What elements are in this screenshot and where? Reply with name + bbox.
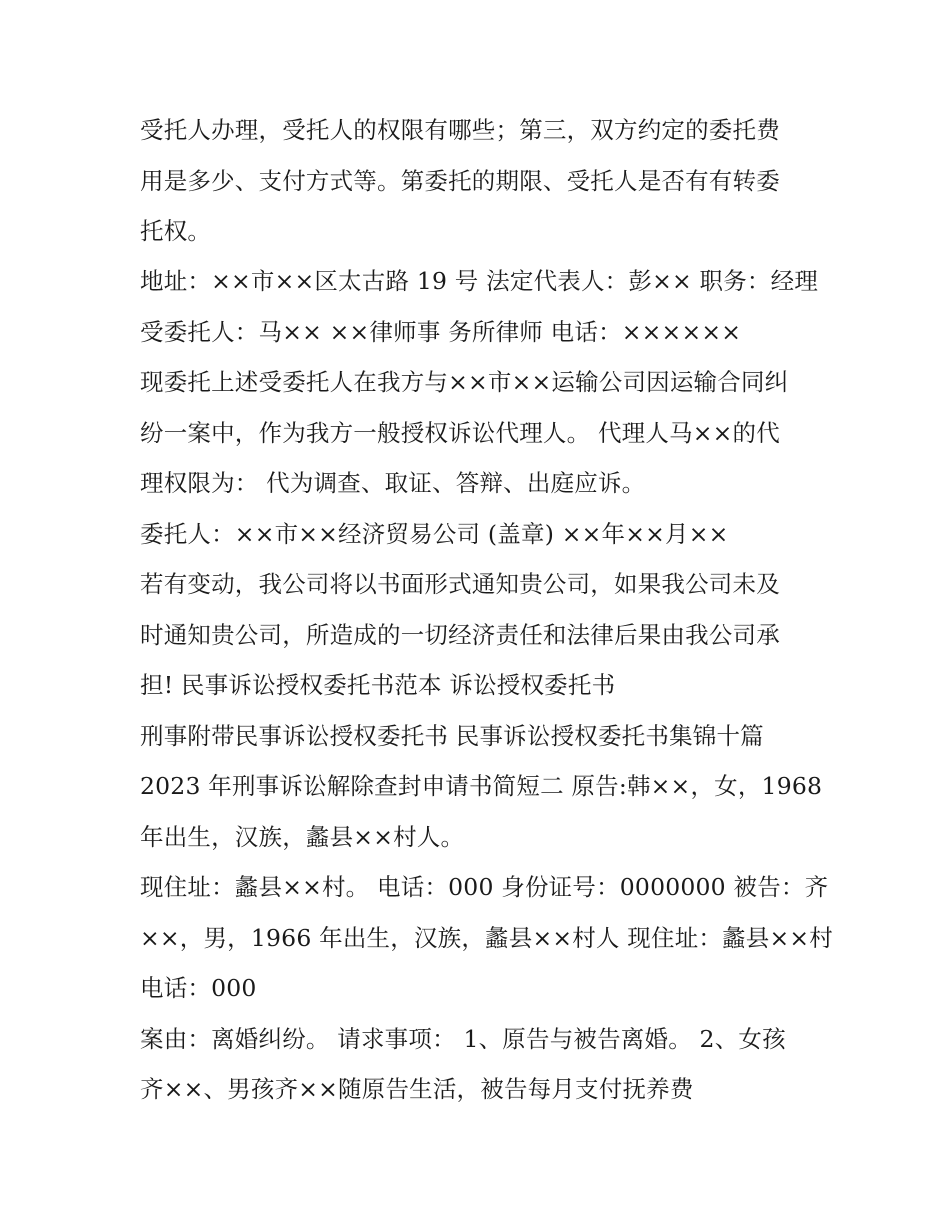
text-line-5: 受委托人：马×× ××律师事 务所律师 电话：×××××× — [140, 318, 742, 346]
text-line-19: 案由：离婚纠纷。 请求事项： 1、原告与被告离婚。 2、女孩 — [140, 1025, 786, 1053]
text-line-9: 委托人：××市××经济贸易公司 (盖章) ××年××月×× — [140, 520, 729, 548]
text-line-14: 2023 年刑事诉讼解除查封申请书简短二 原告:韩××，女，1968 — [140, 772, 823, 800]
text-line-1: 受托人办理，受托人的权限有哪些；第三，双方约定的委托费 — [140, 116, 780, 144]
text-line-8: 理权限为： 代为调查、取证、答辩、出庭应诉。 — [140, 469, 646, 497]
text-line-15: 年出生，汉族，蠡县××村人。 — [140, 823, 465, 851]
text-line-18: 电话：000 — [140, 974, 257, 1002]
text-line-3: 托权。 — [140, 217, 212, 245]
text-line-17: ××，男，1966 年出生，汉族，蠡县××村人 现住址：蠡县××村 — [140, 924, 833, 952]
text-line-13: 刑事附带民事诉讼授权委托书 民事诉讼授权委托书集锦十篇 — [140, 722, 764, 750]
text-line-7: 纷一案中，作为我方一般授权诉讼代理人。 代理人马××的代 — [140, 419, 780, 447]
text-line-20: 齐××、男孩齐××随原告生活，被告每月支付抚养费 — [140, 1075, 694, 1103]
text-line-4: 地址：××市××区太古路 19 号 法定代表人：彭×× 职务：经理 — [140, 267, 819, 295]
text-line-12: 担! 民事诉讼授权委托书范本 诉讼授权委托书 — [140, 671, 616, 699]
text-line-11: 时通知贵公司，所造成的一切经济责任和法律后果由我公司承 — [140, 621, 780, 649]
text-line-6: 现委托上述受委托人在我方与××市××运输公司因运输合同纠 — [140, 368, 789, 396]
text-line-16: 现住址：蠡县××村。 电话：000 身份证号：0000000 被告：齐 — [140, 873, 829, 901]
text-line-2: 用是多少、支付方式等。第委托的期限、受托人是否有有转委 — [140, 167, 780, 195]
text-line-10: 若有变动，我公司将以书面形式通知贵公司，如果我公司未及 — [140, 570, 780, 598]
